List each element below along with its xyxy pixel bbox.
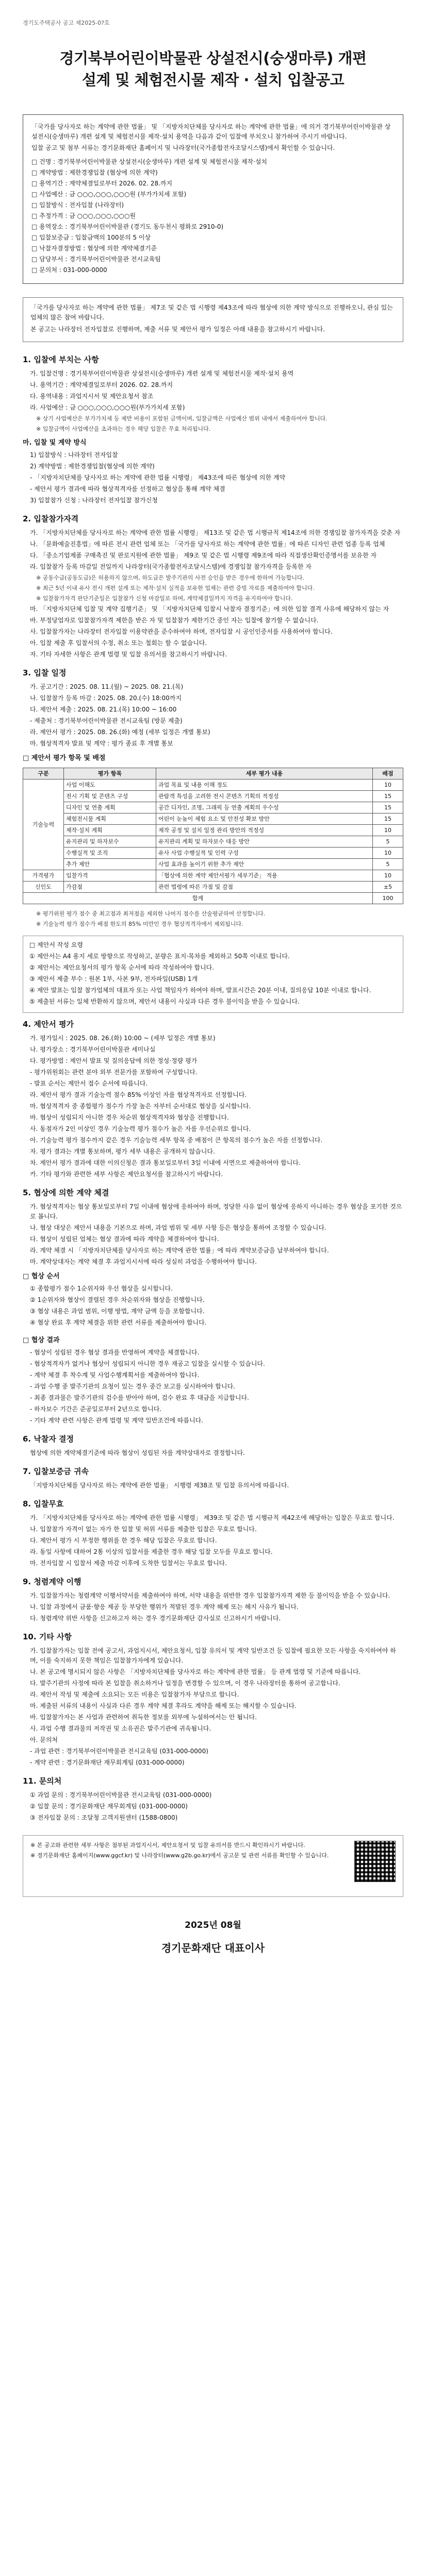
table-cell: 10 <box>373 870 403 882</box>
section-item: 카. 기타 평가와 관련한 세부 사항은 제안요청서를 참고하시기 바랍니다. <box>30 1171 223 1178</box>
summary-row: □ 계약방법 : 제한경쟁입찰 (협상에 의한 계약) <box>31 169 158 176</box>
summary-line: 「국가를 당사자로 하는 계약에 관한 법률」 및 「지방자치단체를 당사자로 하는 계약에 관한 법률」에 의거 경기북부어린이박물관 상설전시(숭생마루) 개편 설계 및 체험전시물 제작·설치 용역을 다음과 같이 입찰에 부치오니 참가하여 주시기 바랍니다. <box>31 123 391 140</box>
section-item: - 협상적격자가 없거나 협상이 성립되지 아니한 경우 재공고 입찰을 실시할 수 있습니다. <box>30 1360 265 1367</box>
table-cell: 추가 제안 <box>64 859 156 870</box>
section-item: - 계약 체결 후 착수계 및 사업수행계획서를 제출하여야 합니다. <box>30 1371 200 1379</box>
table-header: 평가 항목 <box>64 768 156 779</box>
table-cell: 전시 기획 및 콘텐츠 구성 <box>64 791 156 802</box>
summary-row: □ 건명 : 경기북부어린이박물관 상설전시(숭생마루) 개편 설계 및 체험전시물 제작·설치 <box>31 158 268 165</box>
table-row <box>23 893 403 904</box>
summary-row: □ 입찰보증금 : 입찰금액의 100분의 5 이상 <box>31 234 151 241</box>
guide-line: □ 제안서 작성 요령 <box>29 941 83 948</box>
section-heading: 6. 낙찰자 결정 <box>23 1434 74 1444</box>
section-item: 나. 협상 대상은 제안서 내용을 기본으로 하며, 과업 범위 및 세부 사항 등은 협상을 통하여 조정할 수 있습니다. <box>30 1224 326 1231</box>
section-item: 다. 제안서 제출 : 2025. 08. 21.(목) 10:00 ~ 16:00 <box>30 706 177 713</box>
table-cell: 관련 법령에 따른 가점 및 감점 <box>156 882 373 893</box>
section-item: - 제출처 : 경기북부어린이박물관 전시교육팀 (방문 제출) <box>30 717 183 724</box>
section-10 <box>23 1631 403 1768</box>
section-item: - 과업 관련 : 경기북부어린이박물관 전시교육팀 (031-000-0000) <box>30 1748 208 1755</box>
section-note: ※ 기술능력 평가 점수가 배점 한도의 85% 미만인 경우 협상적격자에서 제외됩니다. <box>36 921 243 927</box>
section-item: 3) 입찰참가 신청 : 나라장터 전자입찰 참가신청 <box>30 497 158 504</box>
section-4 <box>23 1018 403 1179</box>
section-item: 가. 입찰건명 : 경기북부어린이박물관 상설전시(숭생마루) 개편 설계 및 체험전시물 제작·설치 용역 <box>30 370 294 377</box>
table-row <box>23 836 403 848</box>
evaluation-table <box>23 768 403 904</box>
section-subheading: □ 협상 순서 <box>23 1273 60 1280</box>
table-cell: 디자인 및 연출 계획 <box>64 802 156 814</box>
section-11 <box>23 1775 403 1823</box>
intro-box <box>23 297 403 342</box>
notice-title-line2: 설계 및 체험전시물 제작 · 설치 입찰공고 <box>81 71 345 89</box>
section-heading: 8. 입찰무효 <box>23 1499 64 1509</box>
section-6 <box>23 1433 403 1458</box>
summary-row: □ 문의처 : 031-000-0000 <box>31 266 107 274</box>
footer-line: ※ 경기문화재단 홈페이지(www.ggcf.kr) 및 나라장터(www.g2b.go.kr)에서 공고문 및 관련 서류를 확인할 수 있습니다. <box>30 1852 329 1859</box>
intro-line: 본 공고는 나라장터 전자입찰로 진행하며, 제출 서류 및 제안서 평가 일정은 아래 내용을 참고하시기 바랍니다. <box>30 326 325 333</box>
table-row <box>23 859 403 870</box>
section-item: - 발표 순서는 제안서 접수 순서에 따릅니다. <box>30 1080 148 1087</box>
guide-line: ② 제안서는 제안요청서의 평가 항목 순서에 따라 작성하여야 합니다. <box>29 964 215 971</box>
section-item: 다. 청렴계약 위반 사항을 신고하고자 하는 경우 경기문화재단 감사실로 신고하시기 바랍니다. <box>30 1615 281 1622</box>
section-item: 나. 입찰 과정에서 금품·향응 제공 등 부당한 행위가 적발된 경우 계약 해제 또는 해지 사유가 됩니다. <box>30 1603 299 1611</box>
table-header: 배점 <box>373 768 403 779</box>
section-paragraph: 바. 부정당업자로 입찰참가자격 제한을 받은 자 및 입찰참가 제한기간 중인 자는 입찰에 참가할 수 없습니다. <box>30 617 319 624</box>
table-cell: 사업 이해도 <box>64 779 156 791</box>
notice-date: 2025년 08월 <box>185 1920 241 1930</box>
summary-box <box>23 114 403 284</box>
qr-code-icon <box>354 1841 396 1882</box>
section-item: 아. 기술능력 평가 점수까지 같은 경우 기술능력 세부 항목 중 배점이 큰 항목의 점수가 높은 자를 선정합니다. <box>30 1137 323 1144</box>
proposal-guide-box <box>23 936 403 1013</box>
notice-title-line1: 경기북부어린이박물관 상설전시(숭생마루) 개편 <box>59 49 367 67</box>
footer-notice-box <box>23 1835 403 1897</box>
table-cell: 5 <box>373 859 403 870</box>
footer-line: ※ 본 공고와 관련한 세부 사항은 첨부된 과업지시서, 제안요청서 및 입찰 유의서를 반드시 확인하시기 바랍니다. <box>30 1842 305 1849</box>
section-item: 다. 발주기관의 사정에 따라 본 입찰을 취소하거나 일정을 변경할 수 있으며, 이 경우 나라장터를 통하여 공고합니다. <box>30 1680 340 1687</box>
table-cell: 가감점 <box>64 882 156 893</box>
section-item: 라. 계약 체결 시 「지방자치단체를 당사자로 하는 계약에 관한 법률」에 따라 계약보증금을 납부하여야 합니다. <box>30 1247 329 1254</box>
table-cell: 10 <box>373 779 403 791</box>
table-cell: 유사 사업 수행실적 및 인력 구성 <box>156 848 373 859</box>
table-cell: 과업 목표 및 내용 이해 정도 <box>156 779 373 791</box>
section-item: 가. 「지방자치단체를 당사자로 하는 계약에 관한 법률 시행령」 제13조 및 같은 법 시행규칙 제14조에 의한 경쟁입찰 참가자격을 갖춘 자 <box>30 529 401 536</box>
summary-row: □ 담당부서 : 경기북부어린이박물관 전시교육팀 <box>31 256 161 263</box>
section-item: 사. 과업 수행 결과물의 저작권 및 소유권은 발주기관에 귀속됩니다. <box>30 1725 211 1732</box>
section-heading: 1. 입찰에 부치는 사항 <box>23 355 99 364</box>
section-item: 가. 「지방자치단체를 당사자로 하는 계약에 관한 법률 시행령」 제39조 및 같은 법 시행규칙 제42조에 해당하는 입찰은 무효로 합니다. <box>30 1514 395 1521</box>
section-item: 라. 사업예산 : 금 ○○○,○○○,○○○원(부가가치세 포함) <box>30 404 185 411</box>
table-cell: 공간 디자인, 조명, 그래픽 등 연출 계획의 우수성 <box>156 802 373 814</box>
section-item: 사. 동점자가 2인 이상인 경우 기술능력 평가 점수가 높은 자를 우선순위로 합니다. <box>30 1125 251 1132</box>
section-item: 가. 협상적격자는 협상 통보일로부터 7일 이내에 협상에 응하여야 하며, 정당한 사유 없이 협상에 응하지 아니하는 경우 협상을 포기한 것으로 봅니다. <box>30 1203 402 1220</box>
summary-rows <box>31 157 395 275</box>
table-row <box>23 802 403 814</box>
section-item: 아. 문의처 <box>30 1736 58 1743</box>
table-cell: 15 <box>373 802 403 814</box>
guide-line: ⑤ 제출된 서류는 일체 반환하지 않으며, 제안서 내용이 사실과 다른 경우 불이익을 받을 수 있습니다. <box>29 998 300 1005</box>
section-paragraph: 아. 입찰 제출 후 입찰서의 수정, 취소 또는 철회는 할 수 없습니다. <box>30 639 207 647</box>
section-item: - 과업 수행 중 발주기관의 요청이 있는 경우 중간 보고를 실시하여야 합니다. <box>30 1383 235 1390</box>
section-item: 나. 용역기간 : 계약체결일로부터 2026. 02. 28.까지 <box>30 381 173 388</box>
guide-line: ① 제안서는 A4 용지 세로 방향으로 작성하고, 분량은 표지·목차를 제외하고 50쪽 이내로 합니다. <box>29 953 290 960</box>
section-item: 협상에 의한 계약체결기준에 따라 협상이 성립된 자를 계약상대자로 결정합니다. <box>30 1449 245 1456</box>
section-item: 자. 평가 결과는 개별 통보하며, 평가 세부 내용은 공개하지 않습니다. <box>30 1148 215 1155</box>
section-item: - 계약 관련 : 경기문화재단 재무회계팀 (031-000-0000) <box>30 1759 185 1766</box>
guide-line: ④ 제안 발표는 입찰 참가업체의 대표자 또는 사업 책임자가 하여야 하며, 발표시간은 20분 이내, 질의응답 10분 이내로 합니다. <box>29 987 371 994</box>
section-item: 라. 제안서 작성 및 제출에 소요되는 모든 비용은 입찰참가자 부담으로 합니다. <box>30 1691 239 1698</box>
section-heading: 10. 기타 사항 <box>23 1632 72 1641</box>
table-row <box>23 779 403 791</box>
section-item: - 협상이 성립된 경우 협상 결과를 반영하여 계약을 체결합니다. <box>30 1349 200 1356</box>
section-item: 다. 「중소기업제품 구매촉진 및 판로지원에 관한 법률」 제9조 및 같은 법 시행령 제9조에 따라 직접생산확인증명서를 보유한 자 <box>30 552 377 559</box>
table-cell: 5 <box>373 836 403 848</box>
section-item: 나. 「문화예술진흥법」에 따른 전시 관련 업체 또는 「국가를 당사자로 하는 계약에 관한 법률」에 따른 디자인 관련 업종 등록 업체 <box>30 540 385 548</box>
section-item: 마. 계약상대자는 계약 체결 후 과업지시서에 따라 성실히 과업을 수행하여야 합니다. <box>30 1258 257 1265</box>
table-cell: 입찰가격 <box>64 870 156 882</box>
table-cell: 유지관리 계획 및 하자보수 대응 방안 <box>156 836 373 848</box>
section-item: 마. 제출된 서류의 내용이 사실과 다른 경우 계약 체결 후라도 계약을 해제 또는 해지할 수 있습니다. <box>30 1702 297 1709</box>
table-row <box>23 814 403 825</box>
section-item: ① 과업 문의 : 경기북부어린이박물관 전시교육팀 (031-000-0000) <box>30 1791 212 1799</box>
section-item: 1) 입찰방식 : 나라장터 전자입찰 <box>30 451 118 459</box>
section-item: - 기타 계약 관련 사항은 관계 법령 및 계약 일반조건에 따릅니다. <box>30 1417 204 1424</box>
section-item: 라. 제안서 평가 : 2025. 08. 26.(화) 예정 (세부 일정은 개별 통보) <box>30 728 210 736</box>
table-cell: 유지관리 및 하자보수 <box>64 836 156 848</box>
summary-row: □ 추정가격 : 금 ○○○,○○○,○○○원 <box>31 212 136 219</box>
summary-row: □ 입찰방식 : 전자입찰 (나라장터) <box>31 201 124 209</box>
section-heading: 2. 입찰참가자격 <box>23 514 79 523</box>
section-heading: 11. 문의처 <box>23 1776 62 1786</box>
section-item: - 「지방자치단체를 당사자로 하는 계약에 관한 법률 시행령」 제43조에 따른 협상에 의한 계약 <box>30 474 286 481</box>
table-cell: 가격평가 <box>23 870 64 882</box>
section-1 <box>23 353 403 505</box>
table-row <box>23 870 403 882</box>
section-item: 바. 협상이 성립되지 아니한 경우 차순위 협상적격자와 협상을 진행합니다. <box>30 1114 229 1121</box>
section-9 <box>23 1575 403 1623</box>
summary-row: □ 사업예산 : 금 ○○○,○○○,○○○원 (부가가치세 포함) <box>31 191 187 198</box>
notice-number: 경기도주택공사 공고 제2025-0?호 <box>23 20 110 26</box>
section-note: ※ 공동수급(공동도급)은 허용하지 않으며, 하도급은 발주기관의 사전 승인을 받은 경우에 한하여 가능합니다. <box>36 574 305 581</box>
table-cell: 15 <box>373 791 403 802</box>
section-item: 가. 입찰참가자는 청렴계약 이행서약서를 제출하여야 하며, 서약 내용을 위반한 경우 입찰참가자격 제한 등 불이익을 받을 수 있습니다. <box>30 1592 390 1599</box>
table-header: 구분 <box>23 768 64 779</box>
section-heading: 3. 입찰 일정 <box>23 668 67 677</box>
section-item: 다. 협상이 성립된 업체는 협상 결과에 따라 계약을 체결하여야 합니다. <box>30 1235 219 1243</box>
section-item: 마. 전자입찰 시 입찰서 제출 마감 이후에 도착한 입찰서는 무효로 합니다. <box>30 1560 227 1567</box>
table-cell: 제작·설치 계획 <box>64 825 156 836</box>
section-note: ※ 입찰금액이 사업예산을 초과하는 경우 해당 입찰은 무효 처리됩니다. <box>36 426 211 432</box>
table-row <box>23 882 403 893</box>
section-subheading: 마. 입찰 및 계약 방식 <box>23 439 87 447</box>
section-item: 나. 본 공고에 명시되지 않은 사항은 「지방자치단체를 당사자로 하는 계약에 관한 법률」 등 관계 법령 및 기준에 따릅니다. <box>30 1668 361 1675</box>
table-header: 세부 평가 내용 <box>156 768 373 779</box>
section-note: ※ 최근 5년 이내 유사 전시 개편 설계 또는 제작·설치 실적을 보유한 업체는 관련 증빙 자료를 제출하여야 합니다. <box>36 585 315 591</box>
section-item: 차. 제안서 평가 결과에 대한 이의신청은 결과 통보일로부터 3일 이내에 서면으로 제출하여야 합니다. <box>30 1159 301 1166</box>
table-cell: 관람객 특성을 고려한 전시 콘텐츠 기획의 적정성 <box>156 791 373 802</box>
section-item: 나. 입찰참가 등록 마감 : 2025. 08. 20.(수) 18:00까지 <box>30 694 182 702</box>
table-cell: 사업 효과를 높이기 위한 추가 제안 <box>156 859 373 870</box>
table-cell: ±5 <box>373 882 403 893</box>
section-item: 가. 평가일시 : 2025. 08. 26.(화) 10:00 ~ (세부 일정은 개별 통보) <box>30 1035 216 1042</box>
table-cell: 10 <box>373 848 403 859</box>
summary-row: □ 용역기간 : 계약체결일로부터 2026. 02. 28.까지 <box>31 180 173 187</box>
section-5b <box>23 1335 403 1426</box>
section-item: - 제안서 평가 결과에 따라 협상적격자를 선정하고 협상을 통해 계약 체결 <box>30 485 225 493</box>
section-item: 2) 계약방법 : 제한경쟁입찰(협상에 의한 계약) <box>30 463 155 470</box>
table-cell: 제작 공정 및 설치 일정 관리 방안의 적정성 <box>156 825 373 836</box>
section-item: 가. 공고기간 : 2025. 08. 11.(월) ~ 2025. 08. 21.(목) <box>30 683 184 690</box>
section-item: 나. 평가장소 : 경기북부어린이박물관 세미나실 <box>30 1046 156 1053</box>
table-cell: 수행실적 및 조직 <box>64 848 156 859</box>
section-5 <box>23 1187 403 1328</box>
section-item: ② 1순위자와 협상이 결렬된 경우 차순위자와 협상을 진행합니다. <box>30 1296 205 1303</box>
section-item: - 하자보수 기간은 준공일로부터 2년으로 합니다. <box>30 1405 162 1413</box>
section-item: ③ 협상 내용은 과업 범위, 이행 방법, 계약 금액 등을 포함합니다. <box>30 1308 205 1315</box>
section-item: ② 입찰 문의 : 경기문화재단 재무회계팀 (031-000-0000) <box>30 1803 188 1810</box>
section-item: 라. 동일 사항에 대하여 2통 이상의 입찰서를 제출한 경우 해당 입찰 모두를 무효로 합니다. <box>30 1548 273 1555</box>
section-heading: 9. 청렴계약 이행 <box>23 1577 81 1586</box>
table-cell: 「협상에 의한 계약 제안서평가 세부기준」 적용 <box>156 870 373 882</box>
section-item: ③ 전자입찰 문의 : 조달청 고객지원센터 (1588-0800) <box>30 1814 178 1821</box>
section-3 <box>23 667 403 928</box>
section-heading: 5. 협상에 의한 계약 체결 <box>23 1188 109 1197</box>
table-row <box>23 825 403 836</box>
summary-line: 입찰 공고 및 첨부 서류는 경기문화재단 홈페이지 및 나라장터(국가종합전자조달시스템)에서 확인할 수 있습니다. <box>31 144 335 151</box>
section-note: ※ 평가위원 평가 점수 중 최고점과 최저점을 제외한 나머지 점수를 산술평균하여 산정합니다. <box>36 910 266 917</box>
section-item: 「지방자치단체를 당사자로 하는 계약에 관한 법률」 시행령 제38조 및 입찰 유의서에 따릅니다. <box>30 1482 289 1489</box>
section-item: 가. 입찰참가자는 입찰 전에 공고서, 과업지시서, 제안요청서, 입찰 유의서 및 계약 일반조건 등 입찰에 필요한 모든 사항을 숙지하여야 하며, 이를 숙지하지 못한 책임은 입찰참가자에게 있습니다. <box>30 1647 396 1664</box>
section-item: 다. 평가방법 : 제안서 발표 및 질의응답에 의한 정성·정량 평가 <box>30 1057 198 1064</box>
section-item: - 평가위원회는 관련 분야 외부 전문가를 포함하여 구성합니다. <box>30 1069 198 1076</box>
table-cell: 합계 <box>23 893 373 904</box>
section-item: 라. 입찰참가 등록 마감일 전일까지 나라장터(국가종합전자조달시스템)에 경쟁입찰 참가자격을 등록한 자 <box>30 563 312 570</box>
section-item: 나. 입찰참가 자격이 없는 자가 한 입찰 및 허위 서류를 제출한 입찰은 무효로 합니다. <box>30 1526 257 1533</box>
section-item: ④ 협상 완료 후 계약 체결을 위한 관련 서류를 제출하여야 합니다. <box>30 1319 207 1326</box>
section-7 <box>23 1465 403 1490</box>
section-item: 마. 협상적격자 중 종합평가 점수가 가장 높은 자부터 순서대로 협상을 실시합니다. <box>30 1103 251 1110</box>
guide-line: ③ 제안서 제출 부수 : 원본 1부, 사본 9부, 전자파일(USB) 1개 <box>29 975 198 982</box>
table-row <box>23 791 403 802</box>
table-cell: 신인도 <box>23 882 64 893</box>
table-row <box>23 848 403 859</box>
table-cell: 15 <box>373 814 403 825</box>
section-heading: 7. 입찰보증금 귀속 <box>23 1467 89 1476</box>
section-paragraph: 마. 「지방자치단체 입찰 및 계약 집행기준」 및 「지방자치단체 입찰시 낙찰자 결정기준」에 의한 입찰 결격 사유에 해당하지 않는 자 <box>30 605 389 613</box>
section-item: 다. 제안서 평가 시 부정한 행위를 한 경우 해당 입찰은 무효로 합니다. <box>30 1537 217 1544</box>
section-note: ※ 상기 사업예산은 부가가치세 등 제반 비용이 포함된 금액이며, 입찰금액은 사업예산 범위 내에서 제출하여야 합니다. <box>36 415 327 422</box>
table-cell: 100 <box>373 893 403 904</box>
section-heading: 4. 제안서 평가 <box>23 1020 74 1029</box>
section-paragraph: 사. 입찰참가자는 나라장터 전자입찰 이용약관을 준수하여야 하며, 전자입찰 시 공인인증서를 사용하여야 합니다. <box>30 628 333 635</box>
intro-line: 「국가를 당사자로 하는 계약에 관한 법률」 제7조 및 같은 법 시행령 제43조에 따라 협상에 의한 계약 방식으로 진행하오니, 관심 있는 업체의 많은 참여 바랍니다. <box>30 304 393 321</box>
table-cell: 어린이 눈높이 체험 요소 및 안전성 확보 방안 <box>156 814 373 825</box>
section-item: 라. 제안서 평가 결과 기술능력 점수 85% 이상인 자를 협상적격자로 선정합니다. <box>30 1091 247 1098</box>
section-subheading: □ 협상 결과 <box>23 1336 60 1344</box>
table-cell: 10 <box>373 825 403 836</box>
section-2 <box>23 513 403 659</box>
summary-row: □ 낙찰자결정방법 : 협상에 의한 계약체결기준 <box>31 245 157 252</box>
section-item: 다. 용역내용 : 과업지시서 및 제안요청서 참조 <box>30 393 154 400</box>
section-paragraph: 자. 기타 자세한 사항은 관계 법령 및 입찰 유의서를 참고하시기 바랍니다. <box>30 651 227 658</box>
section-item: ① 종합평가 점수 1순위자와 우선 협상을 실시합니다. <box>30 1285 173 1292</box>
table-cell: 기술능력 <box>23 779 64 870</box>
section-item: - 최종 결과물은 발주기관의 검수를 받아야 하며, 검수 완료 후 대금을 지급합니다. <box>30 1394 249 1401</box>
section-item: 마. 협상적격자 발표 및 계약 : 평가 종료 후 개별 통보 <box>30 740 173 747</box>
section-8 <box>23 1498 403 1568</box>
section-note: ※ 입찰참가자격 판단기준일은 입찰참가 신청 마감일로 하며, 계약체결일까지 자격을 유지하여야 합니다. <box>36 595 293 602</box>
table-caption: □ 제안서 평가 항목 및 배점 <box>23 754 106 762</box>
section-item: 바. 입찰참가자는 본 사업과 관련하여 취득한 정보를 외부에 누설하여서는 안 됩니다. <box>30 1714 257 1721</box>
issuing-organization: 경기문화재단 대표이사 <box>161 1942 265 1954</box>
table-cell: 체험전시물 계획 <box>64 814 156 825</box>
summary-row: □ 용역장소 : 경기북부어린이박물관 (경기도 동두천시 평화로 2910-0) <box>31 223 224 230</box>
